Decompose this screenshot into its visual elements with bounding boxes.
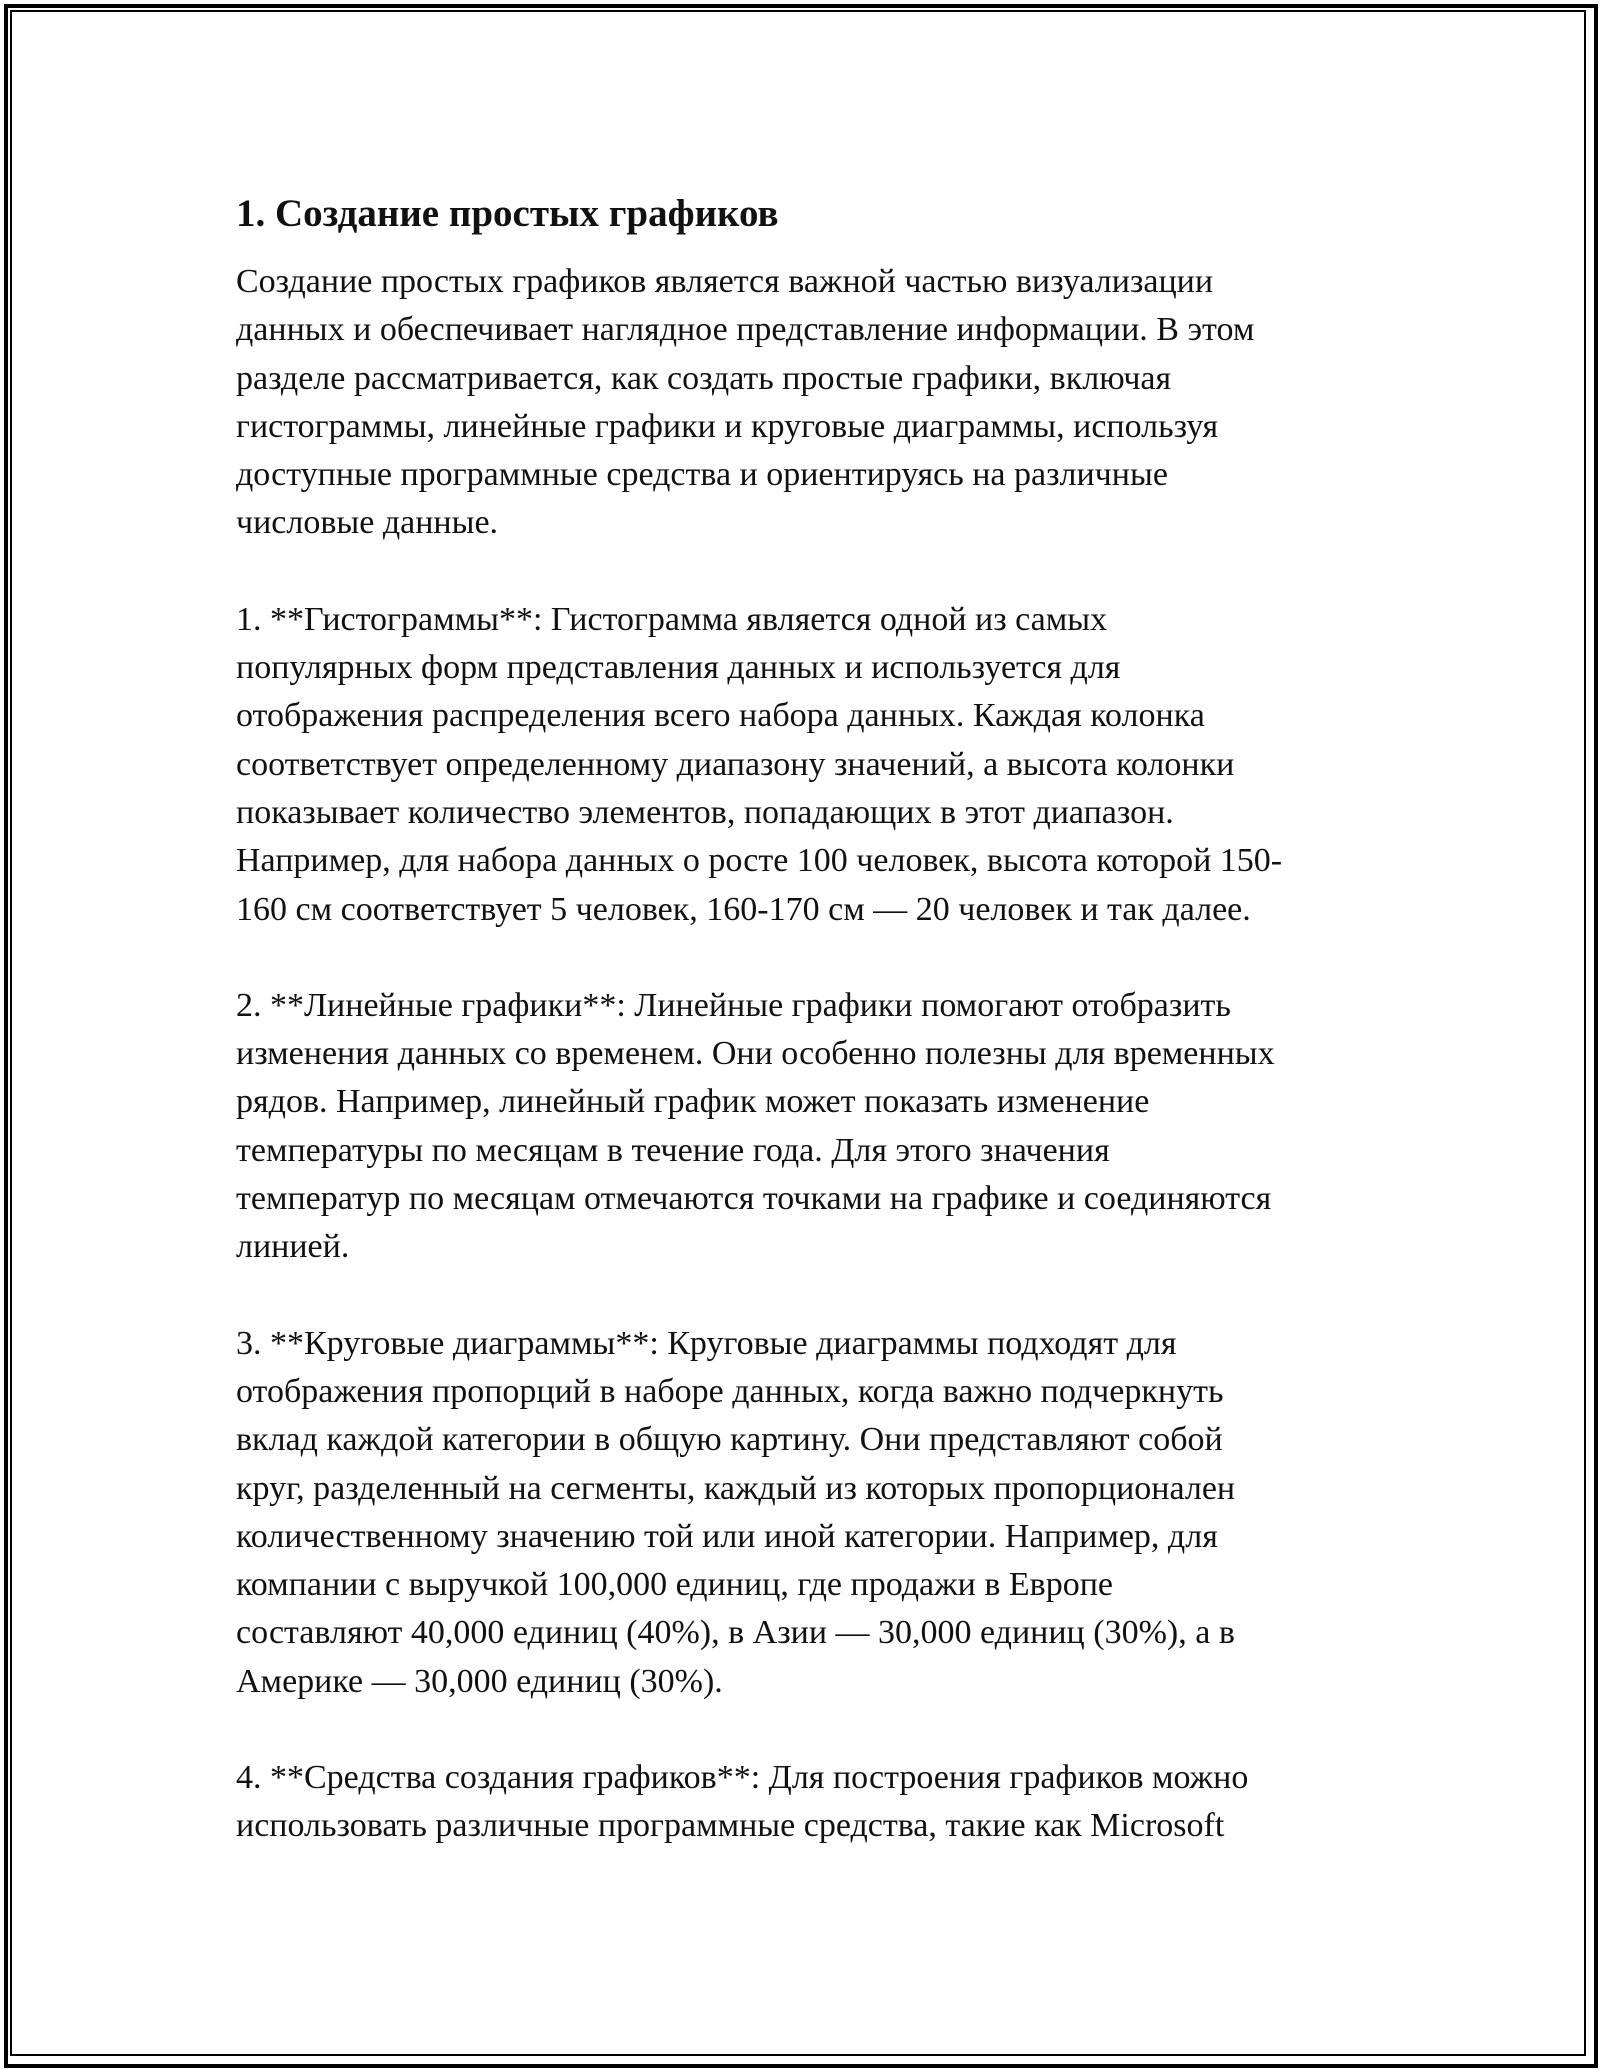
document-body [236, 186, 1386, 1899]
section-heading: 1. Создание простых графиков [236, 192, 779, 235]
pie-charts-paragraph: 3. **Круговые диаграммы**: Круговые диаграммы подходят для отображения пропорций в наборе данных, когда важно подчеркнуть вклад каждой категории в общую картину. Они представляют собой круг, разделенный на сегменты, каждый из которых пропорционален количественному значению той или иной категории. Например, для компании с выручкой 100,000 единиц, где продажи в Европе составляют 40,000 единиц (40%), в Азии — 30,000 единиц (30%), а в Америке — 30,000 единиц (30%). [236, 1324, 1236, 1700]
line-charts-paragraph: 2. **Линейные графики**: Линейные графики помогают отобразить изменения данных со временем. Они особенно полезны для временных рядов. Например, линейный график может показать изменение температуры по месяцам в течение года. Для этого значения температур по месяцам отмечаются точками на графике и соединяются линией. [236, 986, 1275, 1266]
histograms-paragraph: 1. **Гистограммы**: Гистограмма является одной из самых популярных форм представления данных и используется для отображения распределения всего набора данных. Каждая колонка соответствует определенному диапазону значений, а высота колонки показывает количество элементов, попадающих в этот диапазон. Например, для набора данных о росте 100 человек, высота которой 150- 160 см соответствует 5 человек, 160-170 см — 20 человек и так далее. [236, 600, 1283, 928]
intro-paragraph: Создание простых графиков является важной частью визуализации данных и обеспечивает наглядное представление информации. В этом разделе рассматривается, как создать простые графики, включая гистограммы, линейные графики и круговые диаграммы, используя доступные программные средства и ориентируясь на различные числовые данные. [236, 263, 1255, 542]
chart-tools-paragraph: 4. **Средства создания графиков**: Для построения графиков можно использовать различные программные средства, такие как Microsoft [236, 1759, 1249, 1845]
